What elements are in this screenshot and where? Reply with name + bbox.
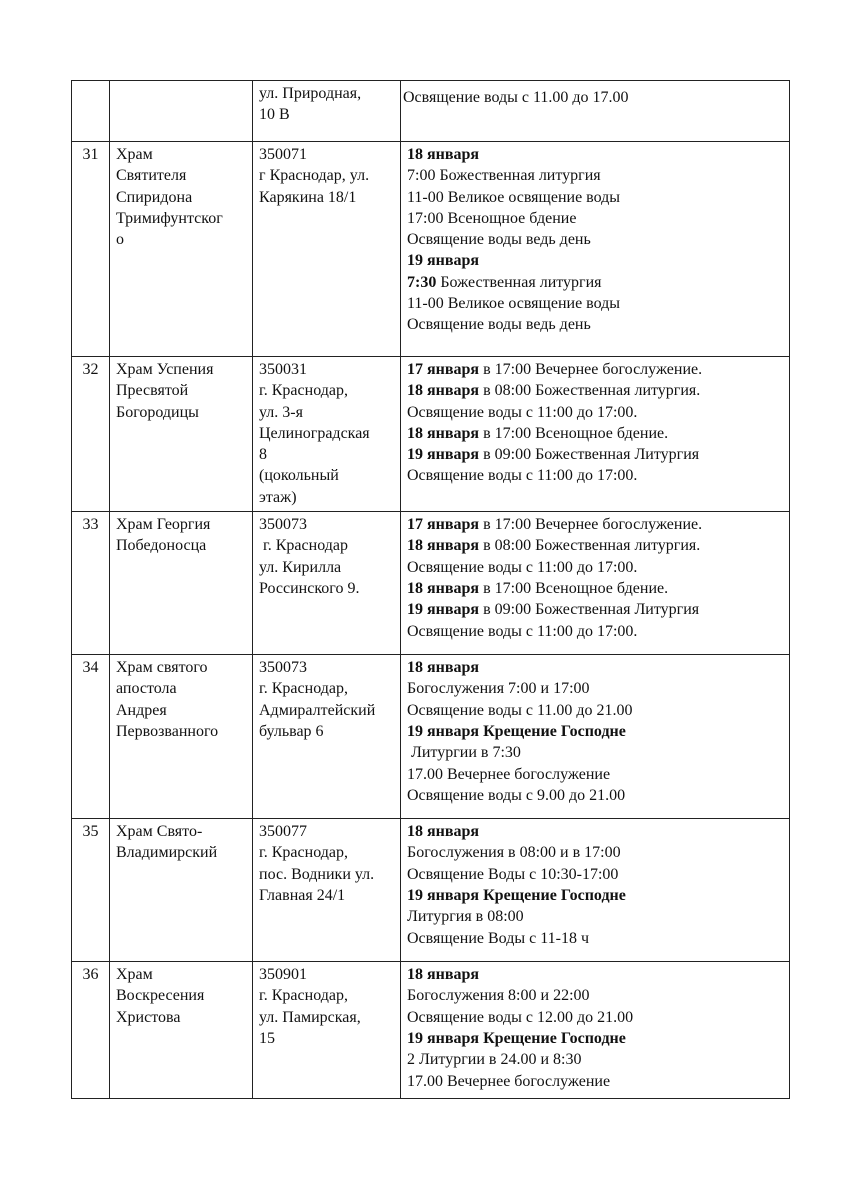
row-number: 31	[72, 142, 110, 357]
church-address	[253, 81, 401, 142]
schedule-line	[407, 514, 783, 535]
schedule-text: в 17:00 Вечернее богослужение.	[479, 516, 703, 534]
schedule-date-text: 18 января	[407, 823, 480, 841]
service-schedule	[401, 512, 790, 655]
row-number: 35	[72, 819, 110, 962]
schedule-date-text: 19 января	[407, 601, 480, 619]
schedule-line	[407, 187, 783, 208]
schedule-line	[403, 87, 777, 108]
address-line: 350073	[259, 659, 307, 677]
church-name	[110, 142, 253, 357]
service-schedule	[401, 819, 790, 962]
church-name-line: Храм Успения	[116, 361, 214, 378]
church-name-line: Храм Свято-	[116, 823, 203, 841]
church-name-line: Пресвятой	[116, 382, 189, 400]
church-address	[253, 655, 401, 819]
church-address	[253, 819, 401, 962]
church-address	[253, 512, 401, 655]
schedule-line	[407, 928, 783, 949]
schedule-line	[407, 314, 783, 335]
schedule-text: Освящение Воды с 10:30-17:00	[407, 865, 619, 883]
schedule-line	[407, 864, 783, 885]
schedule-text: Освящение воды с 11:00 до 17:00.	[407, 467, 638, 485]
address-line: г. Краснодар,	[259, 844, 348, 862]
schedule-text: 7:00 Божественная литургия	[407, 167, 601, 185]
schedule-date-text: 17 января	[407, 516, 480, 534]
schedule-text: Литургии в 7:30	[407, 744, 521, 762]
church-schedule-table	[71, 80, 790, 1099]
schedule-text: в 08:00 Божественная литургия.	[479, 537, 701, 555]
service-schedule	[401, 655, 790, 819]
table-row	[72, 512, 790, 655]
schedule-text: Богослужения в 08:00 и в 17:00	[407, 844, 621, 862]
church-name-line: Богородицы	[116, 403, 199, 421]
church-name-line: о	[116, 231, 124, 249]
church-name-line: Храм	[116, 146, 153, 163]
schedule-text: Божественная литургия	[436, 273, 602, 291]
schedule-line	[407, 229, 783, 250]
schedule-text: Освящение воды ведь день	[407, 316, 591, 334]
schedule-date-text: 18 января	[407, 966, 480, 984]
schedule-text: 11-00 Великое освящение воды	[407, 188, 621, 206]
address-line: г. Краснодар,	[259, 382, 348, 400]
schedule-line	[407, 964, 783, 985]
schedule-line	[407, 657, 783, 678]
schedule-text: Богослужения 7:00 и 17:00	[407, 680, 590, 698]
address-line: Адмиралтейский	[259, 701, 376, 719]
church-name-line: апостола	[116, 680, 177, 698]
church-name-line: Святителя	[116, 167, 187, 185]
church-name	[110, 962, 253, 1099]
schedule-line	[407, 821, 783, 842]
schedule-line	[407, 444, 783, 465]
church-name-line: Андрея	[116, 701, 167, 719]
schedule-date-text: 19 января Крещение Господне	[407, 886, 626, 904]
schedule-line	[407, 423, 783, 444]
table-row	[72, 357, 790, 512]
address-line: 15	[259, 1029, 275, 1047]
schedule-line	[407, 144, 783, 165]
row-number	[72, 81, 110, 142]
schedule-date-text: 19 января Крещение Господне	[407, 1029, 626, 1047]
address-line: 8	[259, 446, 267, 464]
schedule-text: 17:00 Всенощное бдение	[407, 209, 577, 227]
schedule-date-text: 18 января	[407, 659, 480, 677]
schedule-date-text: 7:30	[407, 273, 437, 291]
church-name-line: Христова	[116, 1008, 181, 1026]
address-line: пос. Водники ул.	[259, 865, 375, 883]
church-address	[253, 357, 401, 512]
schedule-line	[407, 359, 783, 380]
table-row	[72, 962, 790, 1099]
schedule-inner-cell	[401, 83, 784, 137]
schedule-date-text: 19 января Крещение Господне	[407, 722, 626, 740]
schedule-text: в 09:00 Божественная Литургия	[479, 446, 700, 464]
address-line: 350073	[259, 516, 307, 534]
schedule-text: 17.00 Вечернее богослужение	[407, 1072, 611, 1090]
church-name-line: Тримифунтског	[116, 209, 223, 227]
schedule-line	[407, 250, 783, 271]
schedule-line	[407, 742, 783, 763]
church-name	[110, 819, 253, 962]
schedule-date-text: 18 января	[407, 537, 480, 555]
schedule-line	[407, 906, 783, 927]
address-line: г. Краснодар,	[259, 680, 348, 698]
schedule-text: в 17:00 Всенощное бдение.	[479, 579, 669, 597]
schedule-text: Освящение воды ведь день	[407, 231, 591, 249]
schedule-text: Освящение воды с 12.00 до 21.00	[407, 1008, 634, 1026]
address-line: 350901	[259, 966, 307, 984]
schedule-line	[407, 380, 783, 401]
schedule-text: в 08:00 Божественная литургия.	[479, 382, 701, 400]
service-schedule	[401, 81, 790, 142]
schedule-date-text: 19 января	[407, 446, 480, 464]
schedule-text: 2 Литургии в 24.00 и 8:30	[407, 1051, 582, 1069]
church-name-line: Победоносца	[116, 537, 207, 555]
address-line: ул. 3-я	[259, 403, 303, 421]
schedule-line	[407, 1071, 783, 1092]
schedule-line	[407, 599, 783, 620]
schedule-text: Освящение воды с 9.00 до 21.00	[407, 786, 626, 804]
schedule-line	[407, 678, 783, 699]
schedule-line	[407, 557, 783, 578]
address-line: г Краснодар, ул.	[259, 167, 370, 185]
schedule-date-text: 19 января	[407, 252, 480, 270]
schedule-line	[407, 842, 783, 863]
schedule-line	[407, 465, 783, 486]
schedule-line	[407, 1028, 783, 1049]
address-line: ул. Памирская,	[259, 1008, 361, 1026]
address-line: 10 В	[259, 106, 290, 124]
address-line: 350031	[259, 361, 307, 378]
row-number: 36	[72, 962, 110, 1099]
address-line: Главная 24/1	[259, 886, 346, 904]
church-address	[253, 962, 401, 1099]
church-name-line: Храм Георгия	[116, 516, 211, 534]
schedule-line	[407, 764, 783, 785]
schedule-date-text: 18 января	[407, 382, 480, 400]
church-name	[110, 655, 253, 819]
schedule-line	[407, 208, 783, 229]
schedule-line	[407, 535, 783, 556]
church-name-line: Воскресения	[116, 987, 205, 1005]
schedule-line	[407, 985, 783, 1006]
address-line: 350077	[259, 823, 307, 841]
table-body	[72, 81, 790, 1099]
schedule-text: Богослужения 8:00 и 22:00	[407, 987, 590, 1005]
address-line: бульвар 6	[259, 722, 324, 740]
schedule-text: в 09:00 Божественная Литургия	[479, 601, 700, 619]
table-row	[72, 655, 790, 819]
schedule-text: в 17:00 Всенощное бдение.	[479, 424, 669, 442]
schedule-line	[407, 785, 783, 806]
schedule-line	[407, 272, 783, 293]
address-line: г. Краснодар,	[259, 987, 348, 1005]
service-schedule	[401, 962, 790, 1099]
address-line: г. Краснодар	[259, 537, 348, 555]
church-name-line: Владимирский	[116, 844, 218, 862]
service-schedule	[401, 142, 790, 357]
row-number: 34	[72, 655, 110, 819]
service-schedule	[401, 357, 790, 512]
address-line: (цокольный	[259, 467, 339, 485]
schedule-text: Освящение Воды с 11-18 ч	[407, 929, 589, 947]
schedule-date-text: 17 января	[407, 361, 480, 378]
church-name	[110, 512, 253, 655]
address-line: ул. Кирилла	[259, 558, 342, 576]
church-name-line: Спиридона	[116, 188, 193, 206]
schedule-text: 17.00 Вечернее богослужение	[407, 765, 611, 783]
church-address	[253, 142, 401, 357]
address-line: 350071	[259, 146, 307, 163]
church-name-line: Храм	[116, 966, 153, 984]
church-name	[110, 81, 253, 142]
address-line: Россинского 9.	[259, 579, 360, 597]
schedule-line	[407, 165, 783, 186]
schedule-line	[407, 885, 783, 906]
table-row	[72, 819, 790, 962]
schedule-line	[407, 1049, 783, 1070]
table-row	[72, 142, 790, 357]
schedule-line	[407, 1007, 783, 1028]
address-line: Целиноградская	[259, 424, 370, 442]
schedule-date-text: 18 января	[407, 579, 480, 597]
schedule-line	[407, 721, 783, 742]
schedule-text: Освящение воды с 11.00 до 17.00	[403, 89, 629, 106]
schedule-date-text: 18 января	[407, 424, 480, 442]
schedule-line	[407, 402, 783, 423]
schedule-text: Освящение воды с 11:00 до 17:00.	[407, 403, 638, 421]
schedule-text: 11-00 Великое освящение воды	[407, 295, 621, 313]
schedule-date-text: 18 января	[407, 146, 480, 163]
address-line: Карякина 18/1	[259, 188, 357, 206]
table-row	[72, 81, 790, 142]
schedule-text: Освящение воды с 11:00 до 17:00.	[407, 558, 638, 576]
church-name-line: Храм святого	[116, 659, 208, 677]
address-line: этаж)	[259, 488, 297, 506]
schedule-line	[407, 700, 783, 721]
schedule-text: Освящение воды с 11:00 до 17:00.	[407, 622, 638, 640]
church-name-line: Первозванного	[116, 722, 219, 740]
schedule-line	[407, 293, 783, 314]
schedule-text: Литургия в 08:00	[407, 908, 524, 926]
row-number: 32	[72, 357, 110, 512]
address-line: ул. Природная,	[259, 85, 362, 102]
schedule-line	[407, 621, 783, 642]
church-name	[110, 357, 253, 512]
schedule-line	[407, 578, 783, 599]
schedule-text: Освящение воды с 11.00 до 21.00	[407, 701, 633, 719]
schedule-text: в 17:00 Вечернее богослужение.	[479, 361, 703, 378]
row-number: 33	[72, 512, 110, 655]
